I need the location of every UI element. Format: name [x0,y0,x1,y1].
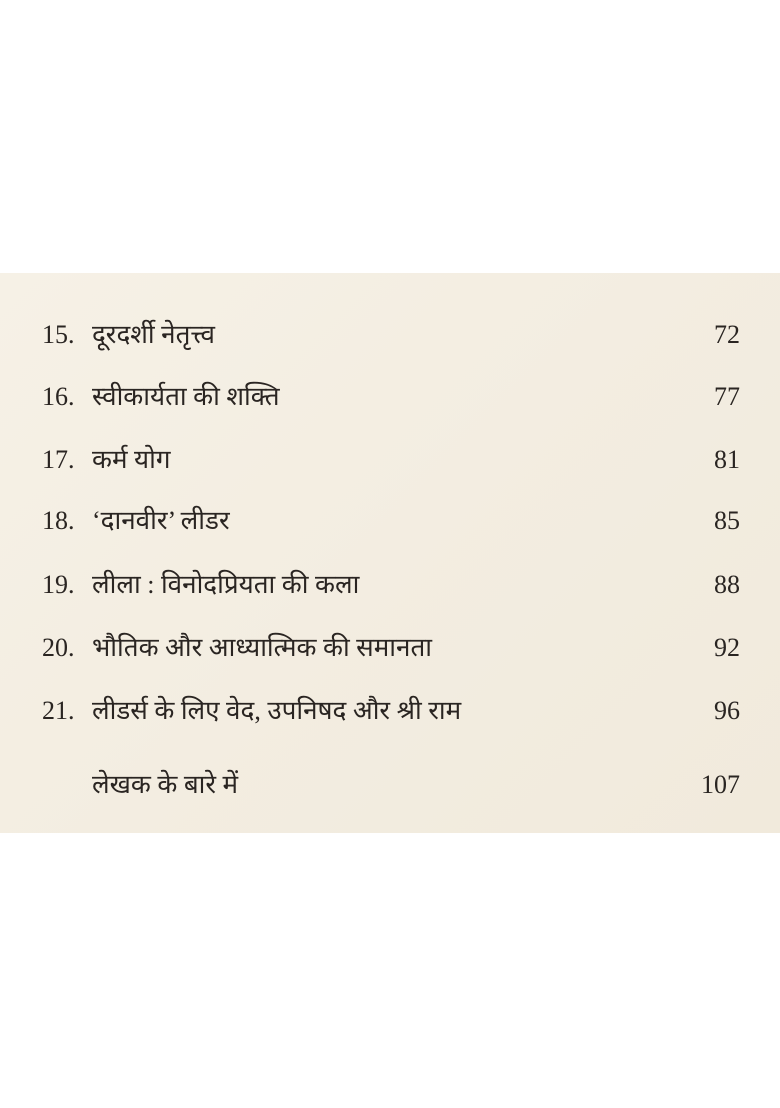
entry-number: 18. [42,506,75,535]
toc-entry [0,628,780,668]
toc-entry [0,440,780,480]
entry-number: 16. [42,382,75,411]
entry-page-number: 107 [701,770,740,799]
entry-page-number: 92 [714,633,740,662]
entry-number: 20. [42,633,75,662]
entry-page-number: 96 [714,696,740,725]
book-page [0,273,780,833]
entry-number: 21. [42,696,75,725]
toc-entry [0,565,780,605]
entry-number: 15. [42,320,75,349]
entry-page-number: 77 [714,382,740,411]
entry-title: भौतिक और आध्यात्मिक की समानता [92,633,433,662]
entry-page-number: 88 [714,570,740,599]
entry-title: स्वीकार्यता की शक्ति [92,382,280,411]
entry-title: कर्म योग [92,445,171,474]
toc-entry [0,315,780,355]
entry-title: लीला : विनोदप्रियता की कला [92,570,360,599]
entry-page-number: 81 [714,445,740,474]
toc-entry [0,765,780,805]
entry-number: 17. [42,445,75,474]
entry-title: लीडर्स के लिए वेद, उपनिषद और श्री राम [92,696,462,725]
entry-page-number: 72 [714,320,740,349]
toc-entry [0,501,780,541]
entry-page-number: 85 [714,506,740,535]
toc-entry [0,377,780,417]
toc-entry [0,691,780,731]
entry-number: 19. [42,570,75,599]
entry-title: लेखक के बारे में [92,770,239,799]
entry-title: दूरदर्शी नेतृत्त्व [92,320,215,349]
entry-title: ‘दानवीर’ लीडर [92,506,230,535]
